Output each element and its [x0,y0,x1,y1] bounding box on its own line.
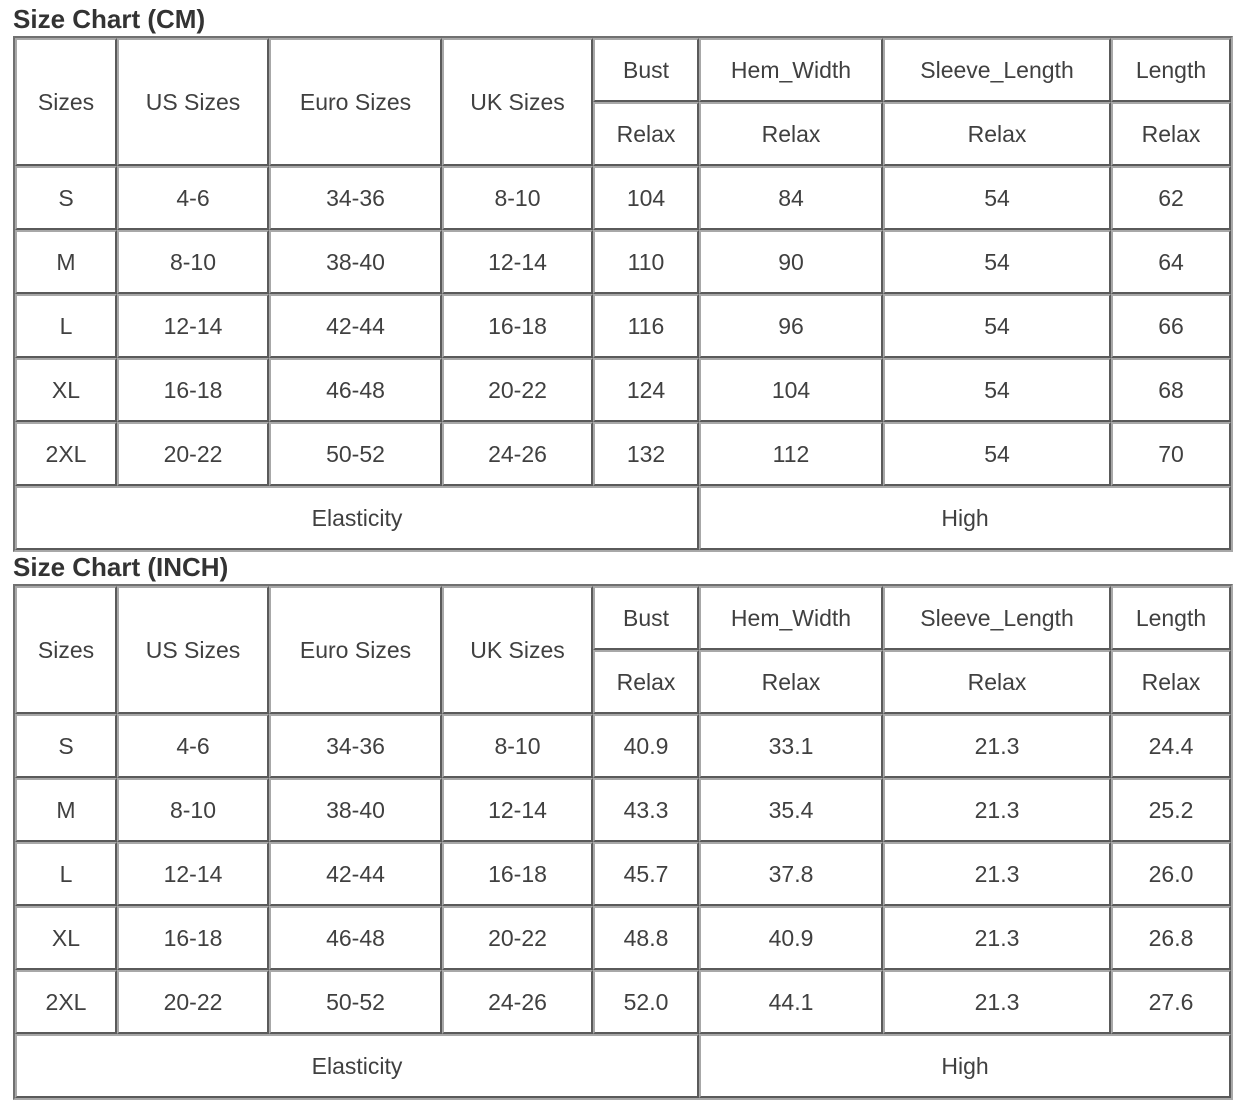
elasticity-row [15,486,1231,550]
header-uk-sizes: UK Sizes [442,586,593,714]
cell-bust: 40.9 [593,714,699,778]
cell-bust: 132 [593,422,699,486]
cell-uk-size: 8-10 [442,166,593,230]
elasticity-value: High [699,1034,1231,1098]
table-row [15,906,1231,970]
cell-us-size: 8-10 [117,230,269,294]
cell-hem-width: 35.4 [699,778,883,842]
header-sizes: Sizes [15,586,117,714]
size-chart-cm-title: Size Chart (CM) [13,4,206,34]
cell-euro-size: 50-52 [269,970,442,1034]
cell-sleeve-length: 21.3 [883,970,1111,1034]
table-row [15,422,1231,486]
cell-hem-width: 96 [699,294,883,358]
cell-hem-width: 44.1 [699,970,883,1034]
cell-euro-size: 42-44 [269,294,442,358]
cell-sleeve-length: 21.3 [883,714,1111,778]
table-row [15,842,1231,906]
header-sleeve-length: Sleeve_Length [883,586,1111,650]
header-row [15,38,1231,102]
header-row [15,586,1231,650]
cell-uk-size: 24-26 [442,970,593,1034]
cell-us-size: 4-6 [117,166,269,230]
cell-length: 27.6 [1111,970,1231,1034]
cell-euro-size: 38-40 [269,230,442,294]
cell-size: L [15,842,117,906]
cell-euro-size: 42-44 [269,842,442,906]
cell-sleeve-length: 54 [883,422,1111,486]
cell-length: 64 [1111,230,1231,294]
subheader-hem-relax: Relax [699,650,883,714]
elasticity-label: Elasticity [15,1034,699,1098]
cell-size: 2XL [15,970,117,1034]
cell-length: 66 [1111,294,1231,358]
elasticity-label: Elasticity [15,486,699,550]
cell-uk-size: 12-14 [442,230,593,294]
size-chart-cm-table [13,36,1233,552]
cell-euro-size: 34-36 [269,166,442,230]
cell-size: XL [15,358,117,422]
cell-bust: 110 [593,230,699,294]
cell-uk-size: 8-10 [442,714,593,778]
subheader-hem-relax: Relax [699,102,883,166]
cell-sleeve-length: 54 [883,294,1111,358]
header-length: Length [1111,586,1231,650]
header-sizes: Sizes [15,38,117,166]
header-sleeve-length: Sleeve_Length [883,38,1111,102]
header-hem-width: Hem_Width [699,38,883,102]
header-us-sizes: US Sizes [117,38,269,166]
cell-us-size: 16-18 [117,906,269,970]
cell-hem-width: 104 [699,358,883,422]
cell-sleeve-length: 54 [883,230,1111,294]
size-chart-inch-title: Size Chart (INCH) [13,552,229,582]
table-row [15,294,1231,358]
cell-bust: 43.3 [593,778,699,842]
table-row [15,358,1231,422]
cell-uk-size: 12-14 [442,778,593,842]
subheader-bust-relax: Relax [593,102,699,166]
cell-sleeve-length: 21.3 [883,778,1111,842]
table-row [15,714,1231,778]
cell-us-size: 20-22 [117,422,269,486]
cell-length: 25.2 [1111,778,1231,842]
cell-us-size: 8-10 [117,778,269,842]
cell-us-size: 20-22 [117,970,269,1034]
header-euro-sizes: Euro Sizes [269,586,442,714]
header-length: Length [1111,38,1231,102]
table-row [15,778,1231,842]
cell-us-size: 12-14 [117,842,269,906]
cell-uk-size: 24-26 [442,422,593,486]
cell-size: S [15,714,117,778]
header-us-sizes: US Sizes [117,586,269,714]
cell-length: 62 [1111,166,1231,230]
header-bust: Bust [593,38,699,102]
header-hem-width: Hem_Width [699,586,883,650]
cell-uk-size: 20-22 [442,906,593,970]
cell-euro-size: 50-52 [269,422,442,486]
subheader-sleeve-relax: Relax [883,102,1111,166]
cell-hem-width: 84 [699,166,883,230]
table-row [15,166,1231,230]
cell-length: 24.4 [1111,714,1231,778]
elasticity-row [15,1034,1231,1098]
cell-euro-size: 46-48 [269,906,442,970]
cell-hem-width: 40.9 [699,906,883,970]
cell-sleeve-length: 54 [883,166,1111,230]
cell-hem-width: 33.1 [699,714,883,778]
cell-euro-size: 46-48 [269,358,442,422]
subheader-bust-relax: Relax [593,650,699,714]
size-chart-inch-table [13,584,1233,1100]
cell-size: M [15,778,117,842]
cell-bust: 45.7 [593,842,699,906]
cell-bust: 116 [593,294,699,358]
cell-size: XL [15,906,117,970]
cell-hem-width: 37.8 [699,842,883,906]
cell-sleeve-length: 21.3 [883,842,1111,906]
cell-euro-size: 38-40 [269,778,442,842]
elasticity-value: High [699,486,1231,550]
cell-length: 26.8 [1111,906,1231,970]
subheader-sleeve-relax: Relax [883,650,1111,714]
cell-us-size: 12-14 [117,294,269,358]
cell-uk-size: 16-18 [442,294,593,358]
cell-bust: 124 [593,358,699,422]
cell-hem-width: 90 [699,230,883,294]
cell-size: M [15,230,117,294]
cell-bust: 48.8 [593,906,699,970]
cell-uk-size: 16-18 [442,842,593,906]
subheader-length-relax: Relax [1111,102,1231,166]
cell-us-size: 16-18 [117,358,269,422]
cell-sleeve-length: 21.3 [883,906,1111,970]
cell-uk-size: 20-22 [442,358,593,422]
cell-us-size: 4-6 [117,714,269,778]
cell-length: 26.0 [1111,842,1231,906]
cell-length: 70 [1111,422,1231,486]
cell-length: 68 [1111,358,1231,422]
header-euro-sizes: Euro Sizes [269,38,442,166]
cell-hem-width: 112 [699,422,883,486]
table-row [15,230,1231,294]
header-uk-sizes: UK Sizes [442,38,593,166]
cell-size: 2XL [15,422,117,486]
subheader-length-relax: Relax [1111,650,1231,714]
header-bust: Bust [593,586,699,650]
cell-bust: 52.0 [593,970,699,1034]
cell-sleeve-length: 54 [883,358,1111,422]
cell-bust: 104 [593,166,699,230]
table-row [15,970,1231,1034]
cell-euro-size: 34-36 [269,714,442,778]
cell-size: S [15,166,117,230]
cell-size: L [15,294,117,358]
